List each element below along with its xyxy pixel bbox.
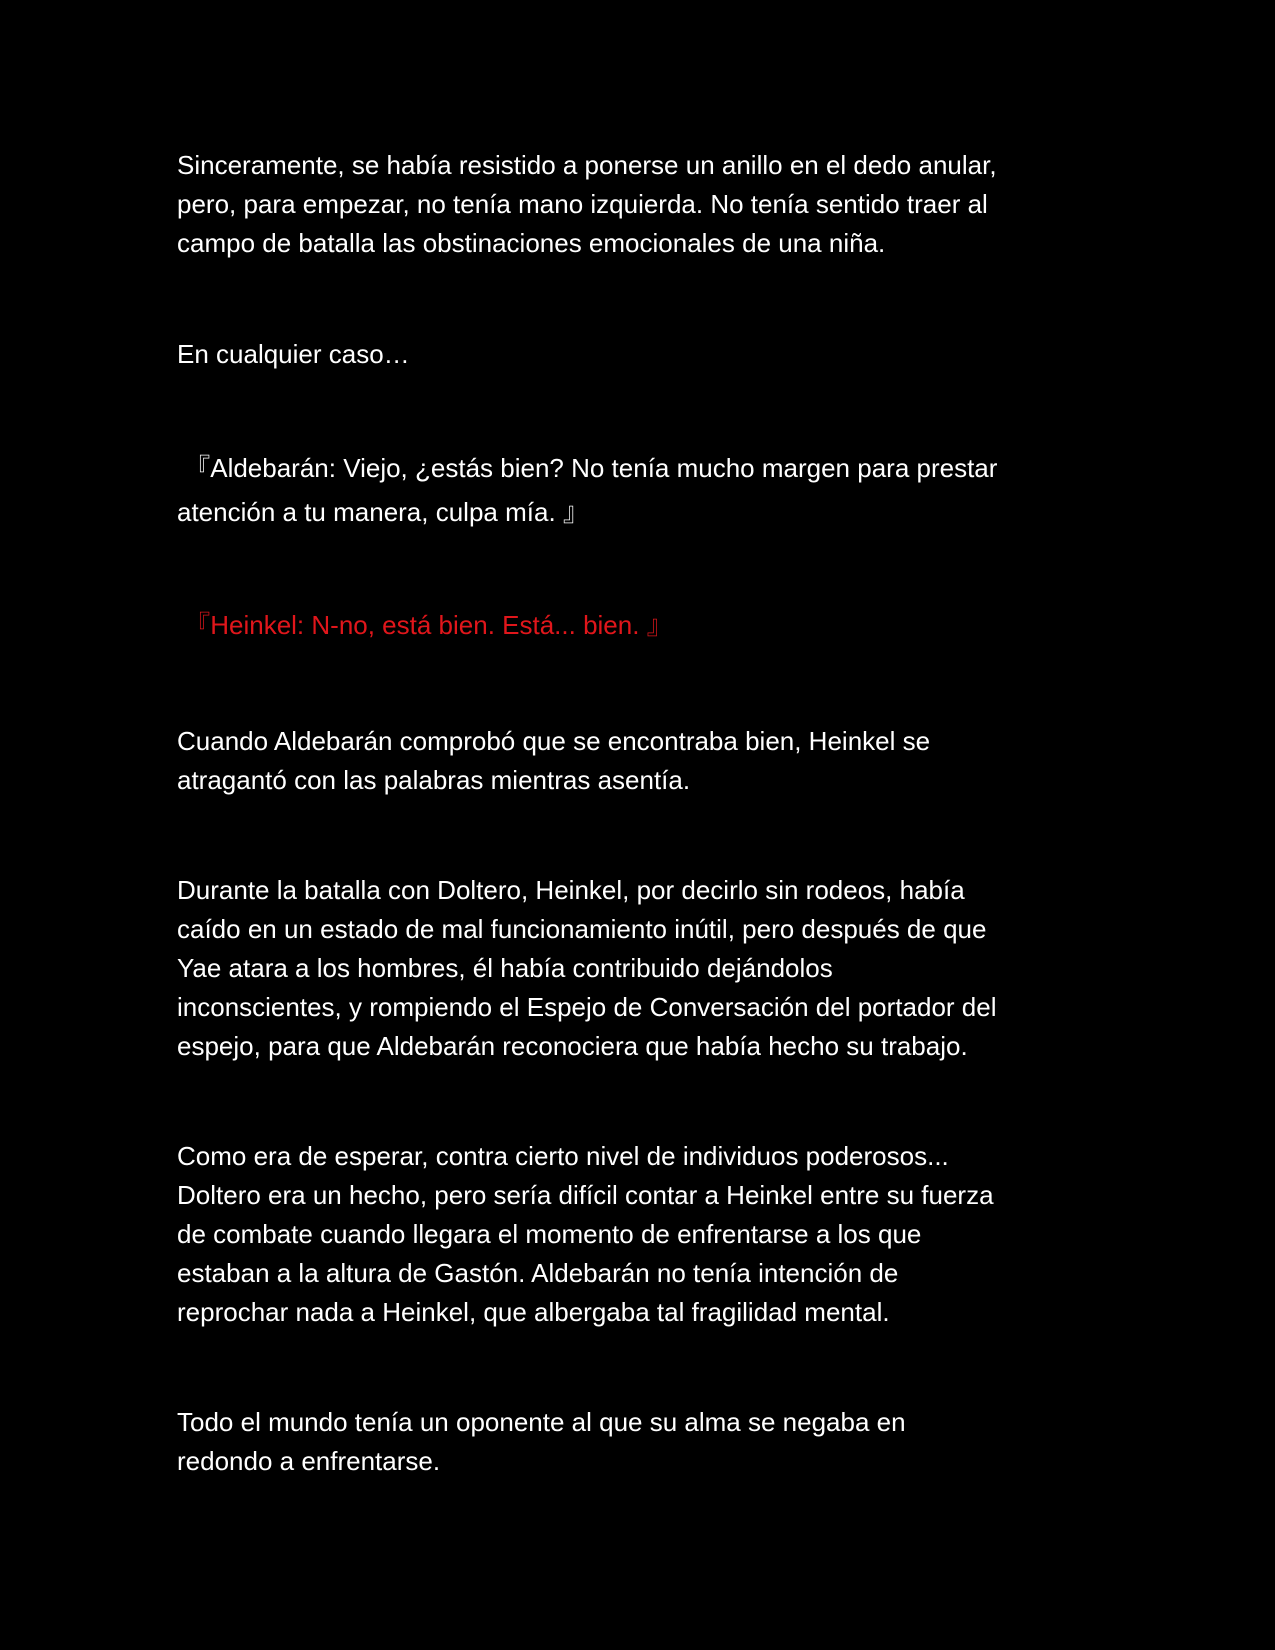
dialogue-heinkel: 『Heinkel: N-no, está bien. Está... bien. 』	[177, 610, 673, 640]
narration-paragraph: En cualquier caso…	[177, 339, 410, 369]
narration-paragraph: Como era de esperar, contra cierto nivel de individuos poderosos... Doltero era un hecho, pero sería difícil contar a Heinkel entre su fuerza de combate cuando llegara el momento de enfrentarse a los que estaban a la altura de Gastón. Aldebarán no tenía intención de reprochar nada a Heinkel, que albergaba tal fragilidad mental.	[177, 1141, 994, 1327]
dialogue-aldebaran: 『Aldebarán: Viejo, ¿estás bien? No tenía mucho margen para prestar atención a tu manera, culpa mía. 』	[177, 453, 998, 527]
narration-paragraph: Cuando Aldebarán comprobó que se encontraba bien, Heinkel se atragantó con las palabras mientras asentía.	[177, 726, 931, 795]
narration-paragraph: Durante la batalla con Doltero, Heinkel, por decirlo sin rodeos, había caído en un estado de mal funcionamiento inútil, pero después de que Yae atara a los hombres, él había contribuido dejándolos inconscientes, y rompiendo el Espejo de Conversación del portador del espejo, para que Aldebarán reconociera que había hecho su trabajo.	[177, 875, 997, 1061]
narration-paragraph: Sinceramente, se había resistido a ponerse un anillo en el dedo anular, pero, para empezar, no tenía mano izquierda. No tenía sentido traer al campo de batalla las obstinaciones emocionales de una niña.	[177, 150, 997, 258]
narration-paragraph: Todo el mundo tenía un oponente al que su alma se negaba en redondo a enfrentarse.	[177, 1407, 906, 1476]
